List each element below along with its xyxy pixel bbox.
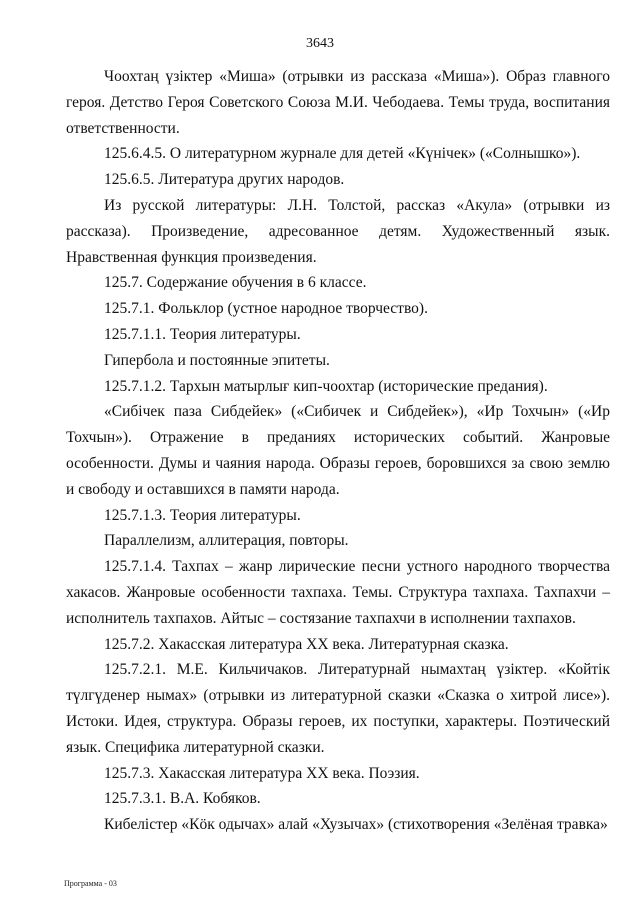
section-heading: 125.7. Содержание обучения в 6 классе. <box>104 274 367 292</box>
section-heading: 125.7.1.2. Тархын матырлығ кип-чоохтар (исторические предания). <box>104 377 548 395</box>
paragraph: 125.6.4.5. О литературном журнале для детей «Күнічек» («Солнышко»). <box>104 145 581 163</box>
paragraph: Чоохтаң үзіктер «Миша» (отрывки из рассказа «Миша»). Образ главного героя. Детство Героя Советского Союза М.И. Чебодаева. Темы труда, воспитания ответственности. <box>66 68 610 137</box>
paragraph: 125.7.1.4. Тахпах – жанр лирические песни устного народного творчества хакасов. Жанровые особенности тахпаха. Темы. Структура тахпаха. Тахпахчи – исполнитель тахпахов. Айтыс – состязание тахпахчи в исполнении тахпахов. <box>66 558 610 627</box>
document-body <box>66 64 610 838</box>
paragraph: Параллелизм, аллитерация, повторы. <box>104 532 349 550</box>
section-heading: 125.7.1.3. Теория литературы. <box>104 506 301 524</box>
section-heading: 125.7.1.1. Теория литературы. <box>104 325 301 343</box>
paragraph: Гипербола и постоянные эпитеты. <box>104 351 330 369</box>
section-heading: 125.7.3. Хакасская литература XX века. Поэзия. <box>104 764 420 782</box>
footer-program-label: Программа - 03 <box>64 879 117 888</box>
section-heading: 125.7.3.1. В.А. Кобяков. <box>104 790 261 808</box>
paragraph: 125.7.2.1. М.Е. Кильчичаков. Литературнай нымахтаң үзіктер. «Койтік түлгүденер нымах» (отрывки из литературной сказки «Сказка о хитрой лисе»). Истоки. Идея, структура. Образы героев, их поступки, характеры. Поэтический язык. Специфика литературной сказки. <box>66 661 610 756</box>
paragraph: «Сибічек паза Сибдейек» («Сибичек и Сибдейек»), «Ир Тохчын» («Ир Тохчын»). Отражение в преданиях исторических событий. Жанровые особенности. Думы и чаяния народа. Образы героев, боровшихся за свою землю и свободу и оставшихся в памяти народа. <box>66 403 610 498</box>
paragraph: Из русской литературы: Л.Н. Толстой, рассказ «Акула» (отрывки из рассказа). Произведение, адресованное детям. Художественный язык. Нравственная функция произведения. <box>66 196 610 266</box>
section-heading: 125.7.1. Фольклор (устное народное творчество). <box>104 300 428 318</box>
page-number: 3643 <box>306 36 334 51</box>
section-heading: 125.7.2. Хакасская литература XX века. Литературная сказка. <box>104 635 509 653</box>
paragraph: Кибелістер «Кӧк одычах» алай «Хузычах» (стихотворения «Зелёная травка» <box>104 816 608 834</box>
paragraph: 125.6.5. Литература других народов. <box>104 171 345 189</box>
